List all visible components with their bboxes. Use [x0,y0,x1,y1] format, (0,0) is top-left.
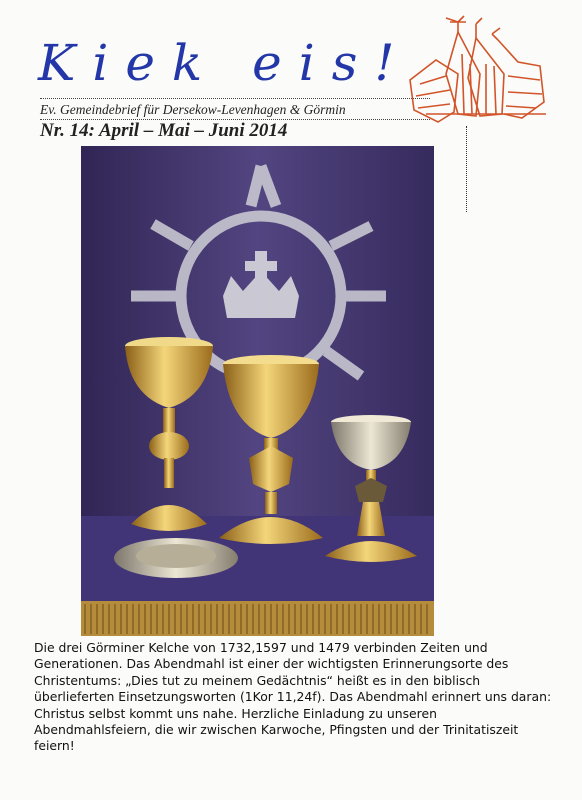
newsletter-subtitle: Ev. Gemeindebrief für Dersekow-Levenhagen & Görmin [40,102,346,117]
dotted-vertical-line [466,126,467,212]
title-divider [40,98,430,99]
photo-caption: Die drei Görminer Kelche von 1732,1597 und 1479 verbinden Zeiten und Generationen. Das Abendmahl ist einer der wichtigsten Erinnerungsorte des Christentums: „Dies tut zu meinem Gedächtnis“ heißt es in den biblisch überlieferten Einsetzungsworten (1Kor 11,24f). Das Abendmahl erinnert uns daran: Christus selbst kommt uns nahe. Herzliche Einladung zu unseren Abendmahlsfeiern, die wir zwischen Karwoche, Pfingsten und der Trinitatiszeit feiern! [34,640,552,754]
three-chalices-altar-photo [81,146,434,636]
newsletter-title: Kiek eis! [38,34,412,92]
issue-line: Nr. 14: April – Mai – Juni 2014 [40,120,288,141]
church-spires-logo [406,14,548,126]
